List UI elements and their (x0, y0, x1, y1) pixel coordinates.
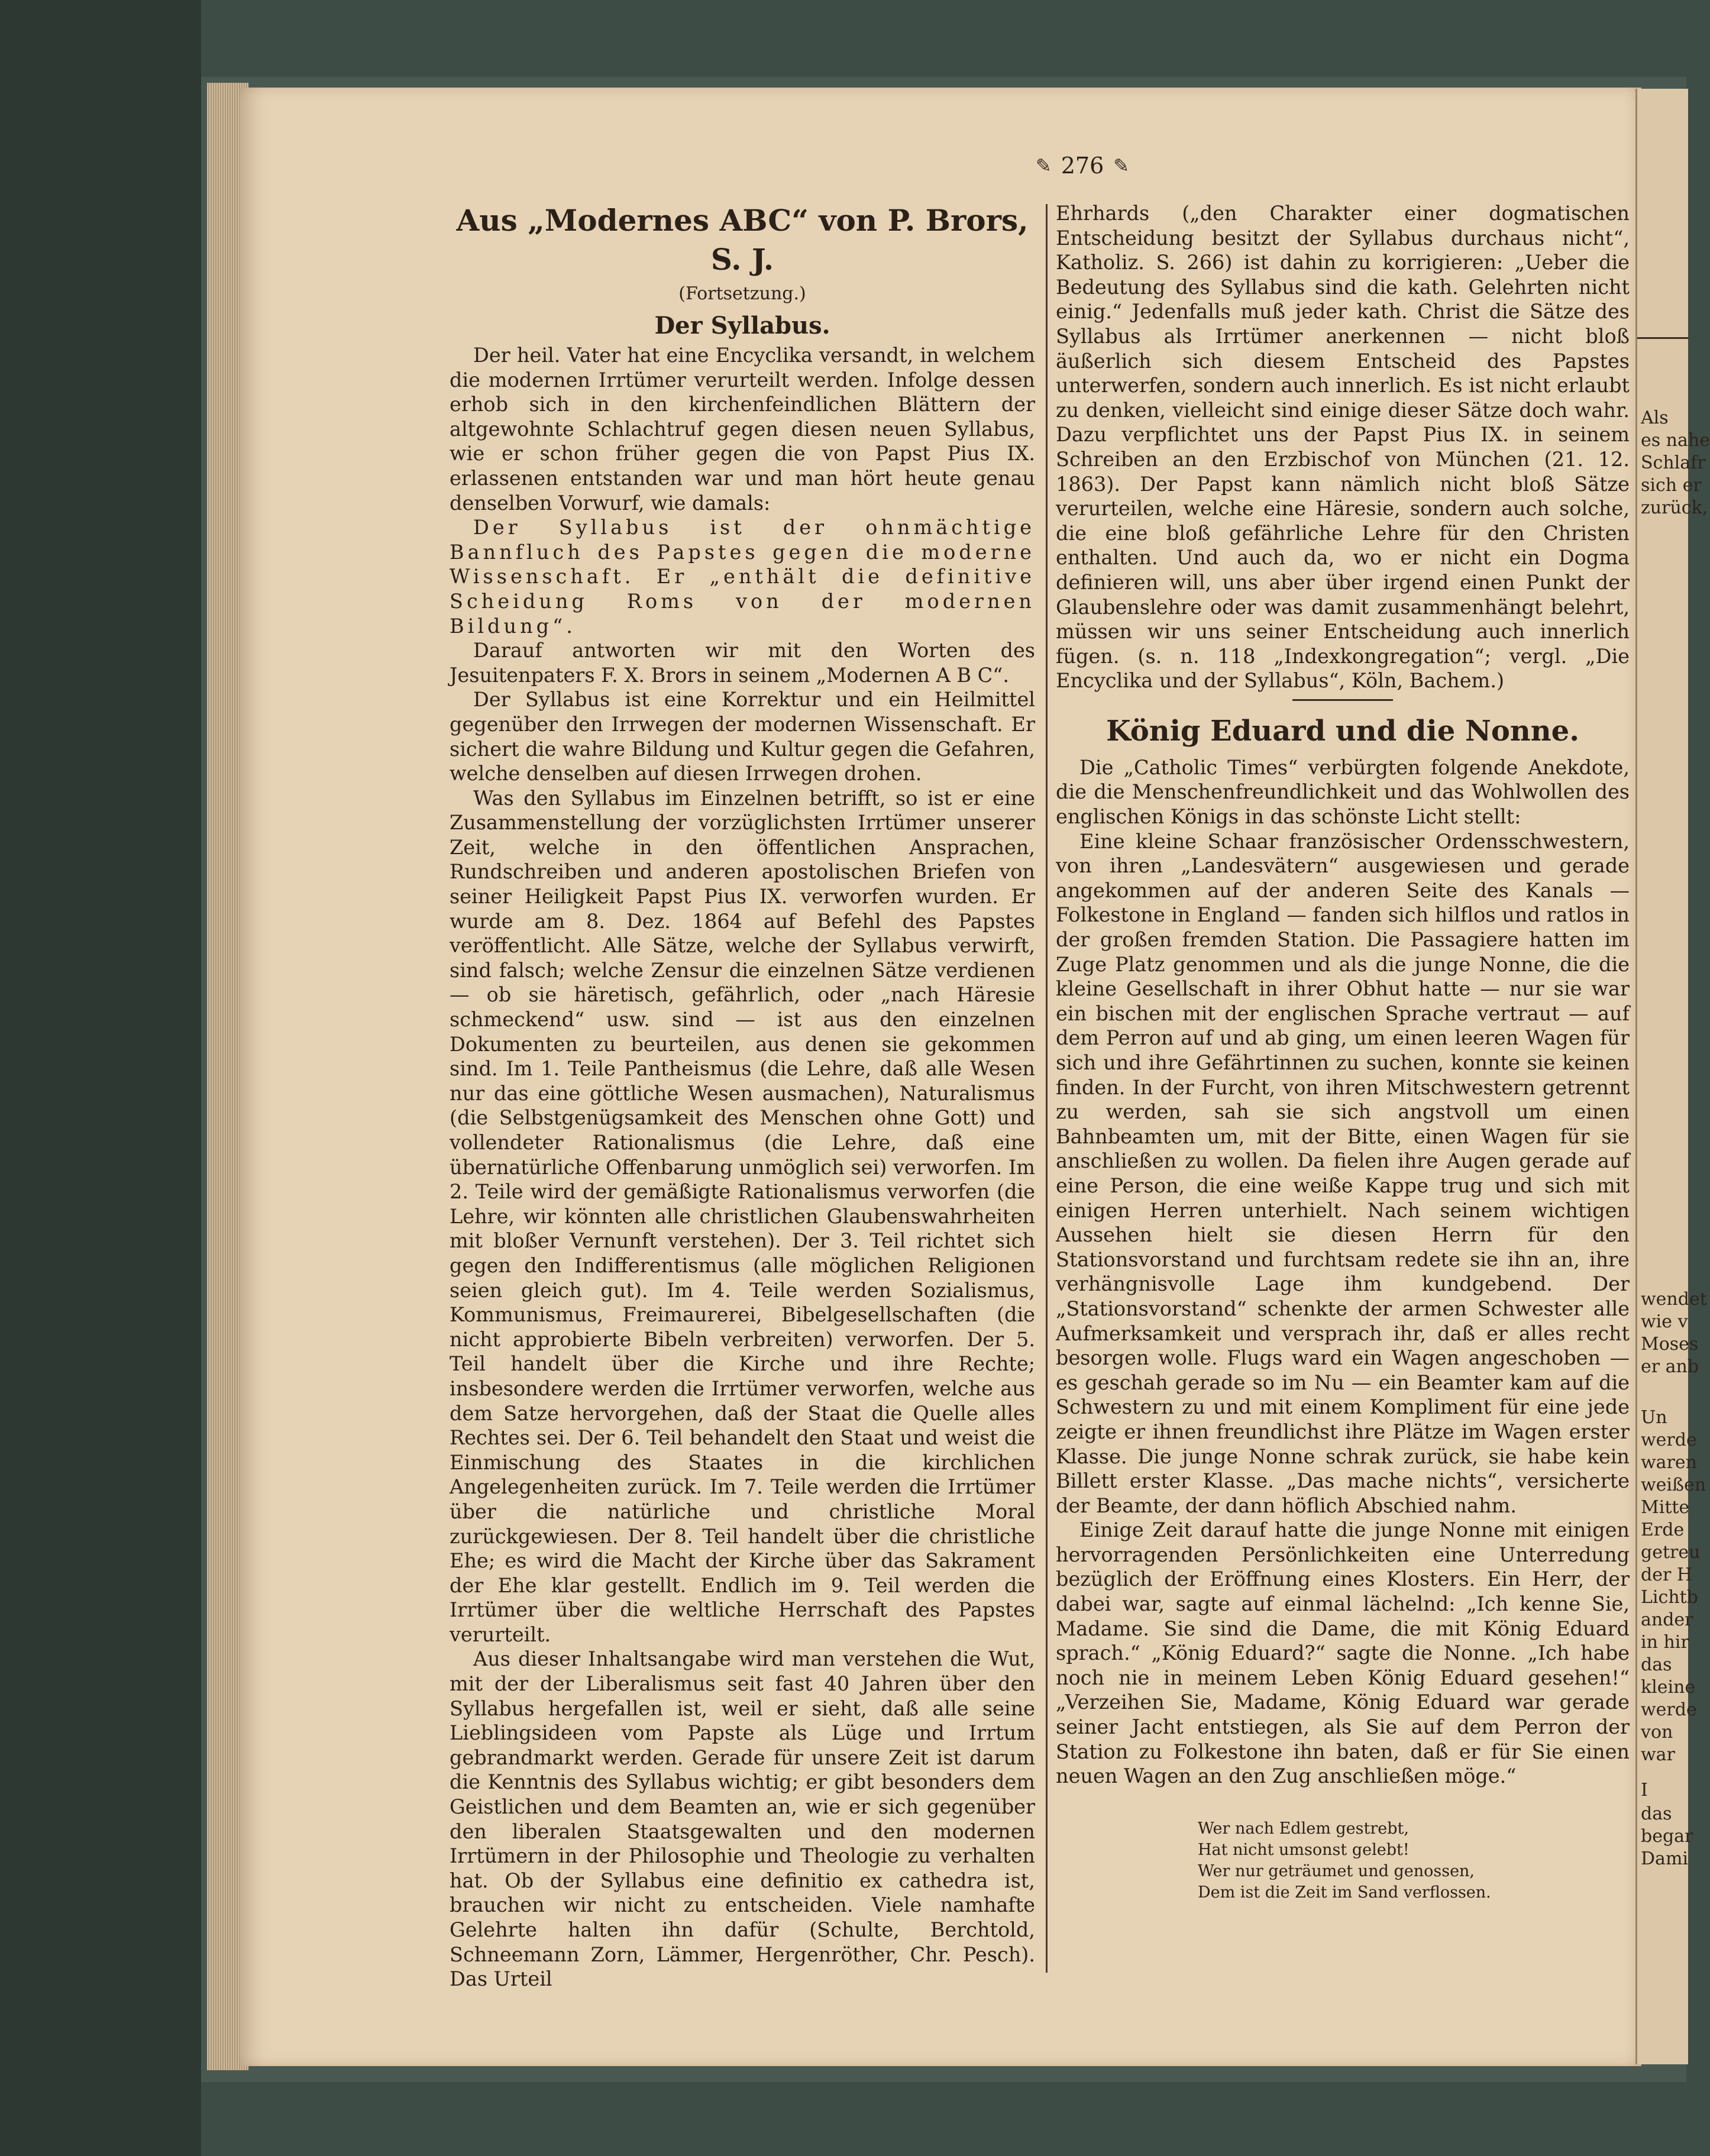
column-divider (1046, 204, 1048, 1973)
paragraph: Die „Catholic Times“ verbürgten folgende Anekdote, die die Menschenfreundlichkeit und das Wohlwollen des englischen Königs in das schönste Licht stellt: (1056, 755, 1630, 829)
continued-note: (Fortsetzung.) (678, 283, 806, 304)
text-fragment: I (1641, 1780, 1648, 1801)
page-header (976, 149, 1189, 182)
text-fragment: von (1641, 1722, 1673, 1743)
paragraph: Einige Zeit darauf hatte die junge Nonne mit einigen hervorragenden Persönlichkeiten eine Unterredung bezüglich der Eröffnung eines Klosters. Ein Herr, der dabei war, sagte auf einmal lächelnd: „Ich kenne Sie, Madame. Sie sind die Dame, die mit König Eduard sprach.“ „König Eduard?“ sagte die Nonne. „Ich habe noch nie in meinem Leben König Eduard gesehen!“ „Verzeihen Sie, Madame, König Eduard war gerade seiner Jacht entstiegen, als Sie auf dem Perron der Station zu Folkestone ihn baten, daß er für Sie einen neuen Wagen an den Zug anschließen möge.“ (1056, 1518, 1630, 1788)
text-fragment: kleine (1641, 1677, 1696, 1698)
text-fragment: sich er (1641, 475, 1702, 496)
emphasized-quote: Der Syllabus ist der ohnmächtige Bannfluch des Papstes gegen die moderne Wissenschaft. Er „enthält die definitive Scheidung Roms von der modernen Bildung“. (450, 516, 1035, 638)
paragraph: Der heil. Vater hat eine Encyclika versandt, in welchem die modernen Irrtümer verurteilt werden. Infolge dessen erhob sich in den kirchenfeindlichen Blättern der altgewohnte Schlachtruf gegen diesen neuen Syllabus, wie er schon früher gegen die von Papst Pius IX. erlassenen entstanden war und man hört heute genau denselben Vorwurf, wie damals: (450, 344, 1035, 515)
page-number: 276 (1061, 153, 1104, 179)
text-fragment: er anb (1641, 1356, 1699, 1377)
text-fragment: das (1641, 1654, 1672, 1675)
text-fragment: Schlafr (1641, 452, 1706, 473)
poem-line: Wer nur geträumet und genossen, (1198, 1861, 1475, 1880)
text-fragment: war (1641, 1744, 1675, 1765)
text-fragment: Moses (1641, 1334, 1699, 1355)
ornament-left-icon: ✎ (1035, 154, 1052, 177)
text-fragment: Un (1641, 1407, 1667, 1428)
paragraph: Was den Syllabus im Einzelnen betrifft, so ist er eine Zusammenstellung der vorzüglichsten Irrtümer unserer Zeit, welche in den öffentlichen Ansprachen, Rundschreiben und anderen apostolischen Briefen von seiner Heiligkeit Papst Pius IX. verworfen wurden. Er wurde am 8. Dez. 1864 auf Befehl des Papstes veröffentlicht. Alle Sätze, welche der Syllabus verwirft, sind falsch; welche Zensur die einzelnen Sätze verdienen — ob sie häretisch, gefährlich, oder „nach Häresie schmeckend“ usw. sind — ist aus den einzelnen Dokumenten zu beurteilen, aus denen sie gekommen sind. Im 1. Teile Pantheismus (die Lehre, daß alle Wesen nur das eine göttliche Wesen ausmachen), Naturalismus (die Selbstgenügsamkeit des Menschen ohne Gott) und vollendeter Rationalismus (die Lehre, daß eine übernatürliche Offenbarung unmöglich sei) verworfen. Im 2. Teile wird der gemäßigte Rationalismus verworfen (die Lehre, wir könnten alle christlichen Glaubenswahrheiten mit bloßer Vernunft verstehen). Der 3. Teil richtet sich gegen den Indifferentismus (alle möglichen Religionen seien gleich gut). Im 4. Teile werden Sozialismus, Kommunismus, Freimaurerei, Bibelgesellschaften (die nicht approbierte Bibeln verbreiten) verworfen. Der 5. Teil handelt über die Kirche und ihre Rechte; insbesondere werden die Irrtümer verworfen, welche aus dem Satze hervorgehen, daß der Staat die Quelle alles Rechtes sei. Der 6. Teil behandelt den Staat und weist die Einmischung des Staates in die kirchlichen Angelegenheiten zurück. Im 7. Teile werden die Irrtümer über die natürliche und christliche Moral zurückgewiesen. Der 8. Teil handelt über die christliche Ehe; es wird die Macht der Kirche über das Sakrament der Ehe klar gestellt. Endlich im 9. Teil werden die Irrtümer über die weltliche Herrschaft des Papstes verurteilt. (450, 786, 1035, 1646)
paragraph: Der Syllabus ist eine Korrektur und ein Heilmittel gegenüber den Irrwegen der modernen Wissenschaft. Er sichert die wahre Bildung und Kultur gegen die Gefahren, welche denselben auf diesen Irrwegen drohen. (450, 688, 1035, 786)
text-fragment: werde (1641, 1699, 1697, 1720)
text-fragment: Lichtb (1641, 1587, 1698, 1608)
text-fragment: das (1641, 1803, 1672, 1824)
separator-rule (1056, 699, 1630, 701)
text-fragment: in hir (1641, 1632, 1689, 1653)
text-fragment: der H (1641, 1565, 1692, 1585)
scan-background (0, 0, 201, 2156)
text-fragment: Erde (1641, 1520, 1685, 1540)
text-fragment: Dami (1641, 1848, 1688, 1869)
text-fragment: weißen (1641, 1475, 1706, 1495)
text-fragment: es nahe (1641, 430, 1710, 451)
left-column (450, 201, 1035, 1992)
poem-line: Hat nicht umsonst gelebt! (1198, 1840, 1410, 1859)
text-fragment: zurück, (1641, 497, 1708, 518)
text-fragment: getreu (1641, 1542, 1701, 1563)
right-column (1056, 201, 1630, 1903)
text-fragment: waren (1641, 1452, 1697, 1473)
paragraph: Eine kleine Schaar französischer Ordensschwestern, von ihren „Landesvätern“ ausgewiesen und gerade angekommen auf der anderen Seite des Kanals — Folkestone in England — fanden sich hilflos und ratlos in der großen fremden Station. Die Passagiere hatten im Zuge Platz genommen und als die junge Nonne, die die kleine Gesellschaft in ihrer Obhut hatte — nur sie war ein bischen mit der englischen Sprache vertraut — auf dem Perron auf und ab ging, um einen leeren Wagen für sich und ihre Gefährtinnen zu suchen, konnte sie keinen finden. In der Furcht, von ihren Mitschwestern getrennt zu werden, sah sie sich angstvoll um einen Bahnbeamten um, mit der Bitte, einen Wagen für sie anschließen zu wollen. Da fielen ihre Augen gerade auf eine Person, die eine weiße Kappe trug und sich mit einigen Herren unterhielt. Nach seinem wichtigen Aussehen hielt sie diesen Herrn für den Stationsvorstand und furchtsam redete sie ihn an, ihre verhängnisvolle Lage ihm kundgebend. Der „Stationsvorstand“ schenkte der armen Schwester alle Aufmerksamkeit und versprach ihr, daß er alles recht besorgen wolle. Flugs ward ein Wagen angeschoben — es geschah gerade so im Nu — ein Beamter kam auf die Schwestern zu und mit einem Kompliment für eine jede zeigte er ihnen freundlichst ihre Plätze im Wagen erster Klasse. Die junge Nonne schrak zurück, sie habe kein Billett erster Klasse. „Das mache nichts“, versicherte der Beamte, der dann höflich Abschied nahm. (1056, 829, 1630, 1517)
paragraph: Aus dieser Inhaltsangabe wird man verstehen die Wut, mit der der Liberalismus seit fast 40 Jahren über den Syllabus hergefallen ist, weil er sieht, daß alle seine Lieblingsideen vom Papste als Lüge und Irrtum gebrandmarkt werden. Gerade für unsere Zeit ist darum die Kenntnis des Syllabus wichtig; er gibt besonders dem Geistlichen und dem Beamten an, wie er sich gegenüber den liberalen Staatsgewalten und den modernen Irrtümern in der Philosophie und Theologie zu verhalten hat. Ob der Syllabus eine definitio ex cathedra ist, brauchen wir nicht zu entscheiden. Viele namhafte Gelehrte halten ihn dafür (Schulte, Berchtold, Schneemann Zorn, Lämmer, Hergenröther, Chr. Pesch). Das Urteil (450, 1647, 1035, 1991)
article-title: König Eduard und die Nonne. (1106, 714, 1579, 748)
closing-poem (1198, 1818, 1630, 1903)
adjacent-page-edge (1635, 89, 1710, 2064)
text-fragment: Als (1641, 408, 1669, 428)
paragraph: Darauf antworten wir mit den Worten des Jesuitenpaters F. X. Brors in seinem „Modernen A B C“. (450, 639, 1035, 687)
poem-line: Wer nach Edlem gestrebt, (1198, 1819, 1409, 1838)
article-title: Aus „Modernes ABC“ von P. Brors, S. J. (456, 203, 1029, 277)
text-fragment: wie v (1641, 1311, 1688, 1332)
text-fragment: ander (1641, 1609, 1693, 1630)
text-fragment: begar (1641, 1826, 1693, 1847)
text-fragment: Mitte (1641, 1497, 1690, 1518)
text-fragment: wendet (1641, 1289, 1707, 1310)
poem-line: Dem ist die Zeit im Sand verflossen. (1198, 1883, 1491, 1902)
ornament-right-icon: ✎ (1113, 154, 1130, 177)
paragraph: Ehrhards („den Charakter einer dogmatischen Entscheidung besitzt der Syllabus durchaus nicht“, Katholiz. S. 266) ist dahin zu korrigieren: „Ueber die Bedeutung des Syllabus sind die kath. Gelehrten nicht einig.“ Jedenfalls muß jeder kath. Christ die Sätze des Syllabus als Irrtümer anerkennen — nicht bloß äußerlich sich diesem Entscheid des Papstes unterwerfen, sondern auch innerlich. Es ist nicht erlaubt zu denken, vielleicht sind einige dieser Sätze doch wahr. Dazu verpflichtet uns der Papst Pius IX. in seinem Schreiben an den Erzbischof von München (21. 12. 1863). Der Papst kann nämlich nicht bloß Sätze verurteilen, welche eine Häresie, sondern auch solche, die eine bloß gefährliche Lehre für den Christen enthalten. Und auch da, wo er nicht ein Dogma definieren will, uns aber über irgend einen Punkt der Glaubenslehre oder was damit zusammenhängt belehrt, müssen wir uns seiner Entscheidung auch innerlich fügen. (s. n. 118 „Indexkongregation“; vergl. „Die Encyclika und der Syllabus“, Köln, Bachem.) (1056, 202, 1630, 693)
text-fragment: werde (1641, 1430, 1697, 1450)
separator-rule (1637, 337, 1688, 339)
section-heading: Der Syllabus. (654, 312, 830, 340)
